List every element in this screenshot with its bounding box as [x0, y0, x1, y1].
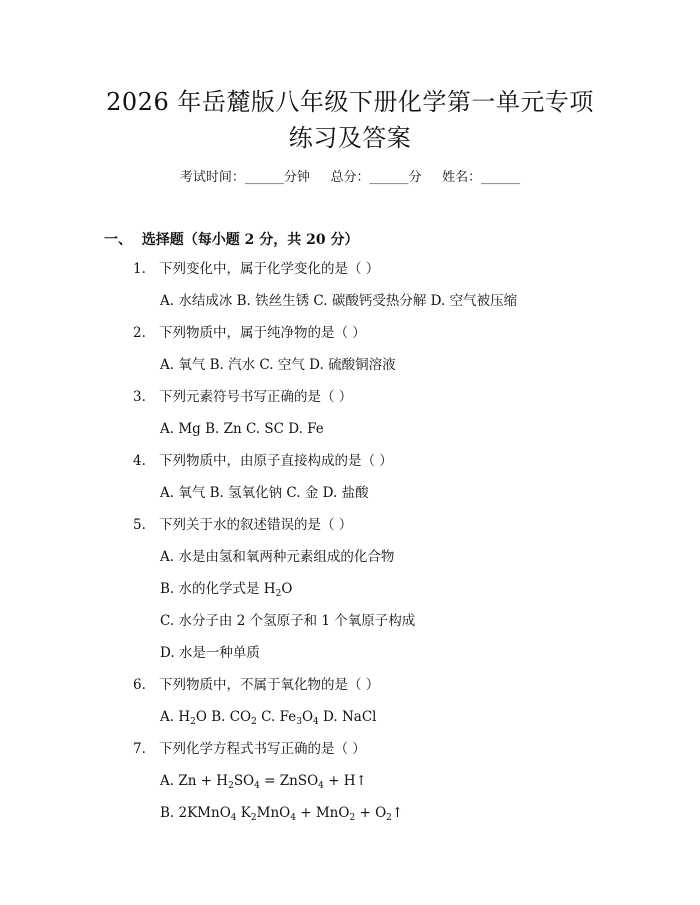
question-7 — [133, 738, 366, 760]
question-number: 4. — [133, 453, 146, 469]
question-number: 1. — [133, 261, 146, 277]
question-2-options: A. 氧气 B. 汽水 C. 空气 D. 硫酸铜溶液 — [160, 357, 396, 373]
question-text: 下列化学方程式书写正确的是（ ） — [159, 741, 366, 757]
exam-info-line: 考试时间：______分钟 总分：______分 姓名：______ — [179, 170, 521, 185]
question-5-option-a: A. 水是由氢和氧两种元素组成的化合物 — [160, 549, 395, 565]
question-1-options: A. 水结成冰 B. 铁丝生锈 C. 碳酸钙受热分解 D. 空气被压缩 — [160, 293, 518, 309]
question-7-option-b: B. 2KMnO$_4$ $K_2MnO_4 + MnO_2$ + $O_2↑$ — [160, 805, 404, 823]
question-text: 下列关于水的叙述错误的是（ ） — [159, 517, 353, 533]
question-number: 6. — [133, 677, 146, 693]
question-text: 下列物质中，由原子直接构成的是（ ） — [159, 453, 393, 469]
question-5-option-b: B. 水的化学式是 $H_2O$ — [160, 581, 293, 599]
question-5-option-c: C. 水分子由 2 个氢原子和 1 个氧原子构成 — [160, 613, 416, 629]
question-6 — [133, 674, 379, 696]
page-title-line-1: 2026 年岳麓版八年级下册化学第一单元专项 — [106, 88, 594, 116]
question-text: 下列物质中，属于纯净物的是（ ） — [159, 325, 366, 341]
question-3-options: A. Mg B. Zn C. SC D. Fe — [160, 421, 324, 437]
question-6-options: A. $H_2O$ B. $CO_2$ C. $Fe_3O_4$ D. NaCl — [160, 709, 377, 727]
question-number: 2. — [133, 325, 146, 341]
question-number: 5. — [133, 517, 146, 533]
question-4 — [133, 450, 393, 472]
question-5-option-d: D. 水是一种单质 — [160, 645, 260, 661]
question-4-options: A. 氧气 B. 氢氧化钠 C. 金 D. 盐酸 — [160, 485, 369, 501]
question-text: 下列变化中，属于化学变化的是（ ） — [159, 261, 380, 277]
question-7-option-a: A. $Zn + H_2SO_4$ = ZnSO$_4$ + H↑ — [160, 773, 367, 791]
question-1 — [133, 258, 379, 280]
question-text: 下列元素符号书写正确的是（ ） — [159, 389, 353, 405]
section-heading-choice: 一、 选择题（每小题 2 分，共 20 分） — [104, 232, 359, 248]
question-2 — [133, 322, 366, 344]
question-number: 7. — [133, 741, 146, 757]
question-3 — [133, 386, 352, 408]
question-5 — [133, 514, 352, 536]
question-number: 3. — [133, 389, 146, 405]
page-title-line-2: 练习及答案 — [288, 124, 412, 152]
question-text: 下列物质中，不属于氧化物的是（ ） — [159, 677, 380, 693]
